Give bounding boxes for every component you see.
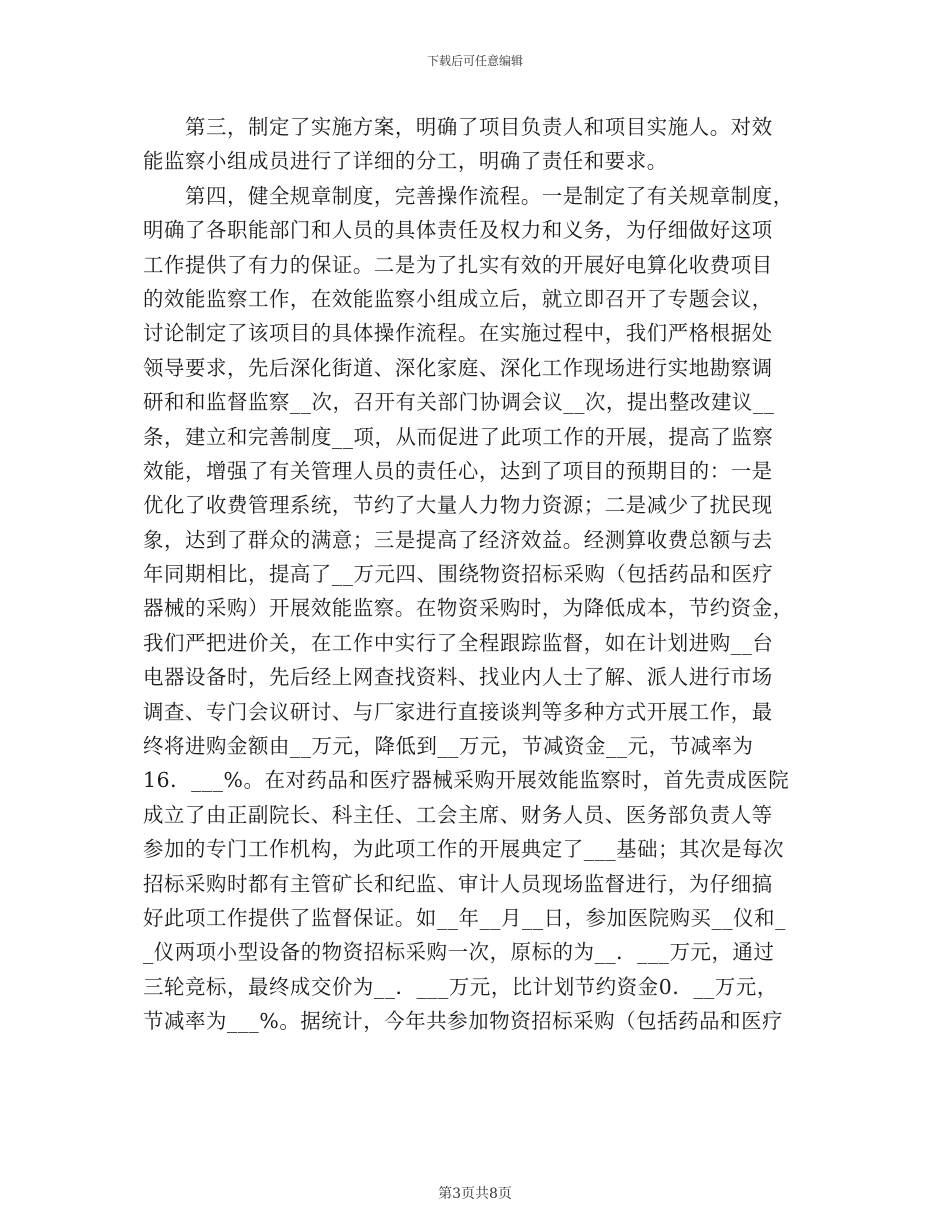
- text-line: _仪两项小型设备的物资招标采购一次，原标的为__．___万元，通过: [143, 940, 775, 965]
- text-line: 器械的采购）开展效能监察。在物资采购时，为降低成本，节约资金，: [143, 596, 794, 621]
- text-line: 三轮竞标，最终成交价为__．___万元，比计划节约资金0．__万元，: [143, 974, 778, 999]
- text-line: 我们严把进价关，在工作中实行了全程跟踪监督，如在计划进购__台: [143, 630, 774, 655]
- text-line: 研和和监督监察__次，召开有关部门协调会议__次，提出整改建议__: [143, 390, 775, 415]
- text-line: 年同期相比，提高了__万元四、围绕物资招标采购（包括药品和医疗: [143, 562, 774, 587]
- text-line: 象，达到了群众的满意；三是提高了经济效益。经测算收费总额与去: [143, 527, 773, 552]
- text-line: 16．___%。在对药品和医疗器械采购开展效能监察时，首先责成医院: [143, 768, 790, 793]
- text-line: 能监察小组成员进行了详细的分工，明确了责任和要求。: [143, 149, 668, 174]
- text-line: 明确了各职能部门和人员的具体责任及权力和义务，为仔细做好这项: [143, 218, 773, 243]
- page-number-footer: 第3页共8页: [438, 1186, 512, 1202]
- text-line: 效能，增强了有关管理人员的责任心，达到了项目的预期目的：一是: [143, 458, 773, 483]
- text-line: 第三，制定了实施方案，明确了项目负责人和项目实施人。对效: [143, 115, 773, 139]
- text-line: 成立了由正副院长、科主任、工会主席、财务人员、医务部负责人等: [143, 802, 773, 827]
- text-line: 优化了收费管理系统，节约了大量人力物力资源；二是减少了扰民现: [143, 493, 773, 518]
- text-line: 调查、专门会议研讨、与厂家进行直接谈判等多种方式开展工作，最: [143, 699, 773, 724]
- text-line: 招标采购时都有主管矿长和纪监、审计人员现场监督进行，为仔细搞: [143, 871, 773, 896]
- text-line: 第四，健全规章制度，完善操作流程。一是制定了有关规章制度，: [143, 183, 794, 208]
- text-line: 条，建立和完善制度__项，从而促进了此项工作的开展，提高了监察: [143, 424, 774, 449]
- text-line: 的效能监察工作，在效能监察小组成立后，就立即召开了专题会议，: [143, 286, 773, 311]
- text-line: 讨论制定了该项目的具体操作流程。在实施过程中，我们严格根据处: [143, 321, 773, 346]
- text-line: 终将进购金额由__万元，降低到__万元，节减资金__元，节减率为: [143, 734, 754, 759]
- text-line: 电器设备时，先后经上网查找资料、找业内人士了解、派人进行市场: [143, 665, 773, 690]
- text-line: 好此项工作提供了监督保证。如__年__月__日，参加医院购买__仪和_: [143, 905, 786, 930]
- text-line: 领导要求，先后深化街道、深化家庭、深化工作现场进行实地勘察调: [143, 355, 773, 380]
- text-line: 工作提供了有力的保证。二是为了扎实有效的开展好电算化收费项目: [143, 252, 773, 277]
- text-line: 节减率为___%。据统计，今年共参加物资招标采购（包括药品和医疗: [143, 1009, 784, 1034]
- text-line: 参加的专门工作机构，为此项工作的开展典定了___基础；其次是每次: [143, 837, 785, 862]
- page-header-note: 下载后可任意编辑: [426, 54, 523, 68]
- body-text: [143, 110, 813, 1039]
